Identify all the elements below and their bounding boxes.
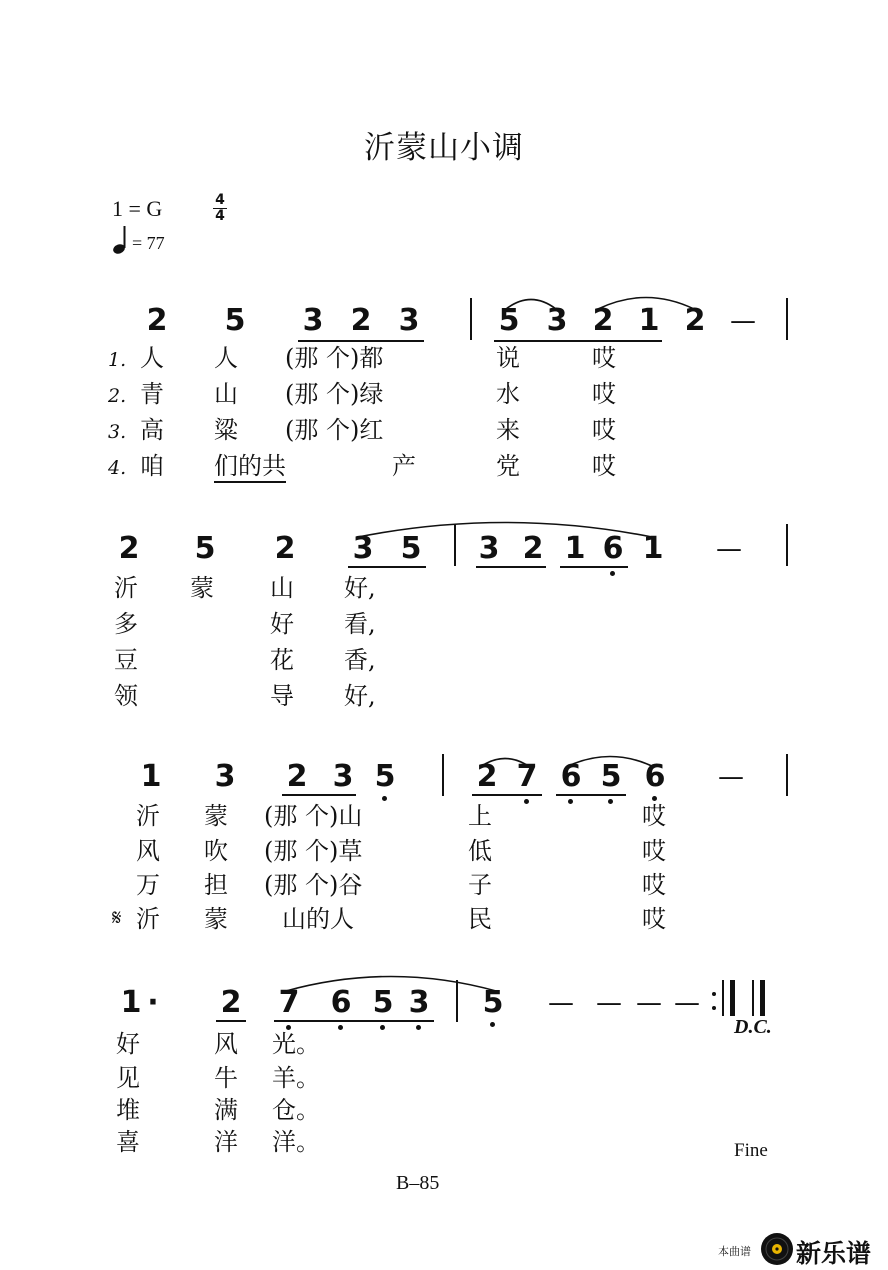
lyric: 哎 (592, 344, 616, 372)
note: 7 (516, 759, 538, 794)
lyric: 风 (214, 1030, 238, 1058)
note: 2 (592, 303, 614, 338)
note: 5 (372, 985, 394, 1020)
lyric: 光。 (272, 1030, 320, 1058)
lyric: (那 个)都 (285, 344, 384, 372)
lyric: 哎 (642, 837, 666, 865)
note: 3 (302, 303, 324, 338)
fine-marking: Fine (734, 1140, 768, 1161)
tempo-marking: = 77 (132, 233, 165, 253)
lyric: 沂 (114, 574, 138, 602)
beam-underline (476, 566, 546, 568)
lower-octave-dot (652, 796, 657, 801)
lower-octave-dot (338, 1025, 343, 1030)
lyric: 洋 (214, 1128, 238, 1156)
lyric: 豆 (114, 646, 138, 674)
lyric: 山 (214, 380, 238, 408)
lower-octave-dot (524, 799, 529, 804)
note: 2 (274, 531, 296, 566)
lyric: 担 (204, 871, 228, 899)
beam-underline (472, 794, 542, 796)
song-title: 沂蒙山小调 (364, 130, 524, 166)
note: 2 (118, 531, 140, 566)
note: 2 (146, 303, 168, 338)
lyric: 香, (344, 646, 376, 674)
note-dash: — (730, 306, 756, 336)
watermark-caption: 本曲谱 (718, 1245, 751, 1258)
lyric: 蒙 (204, 905, 228, 933)
segno-sign: 𝄋 (112, 906, 122, 931)
note-dash: — (636, 988, 662, 1018)
note: 6 (644, 759, 666, 794)
lower-octave-dot (416, 1025, 421, 1030)
note-dash: — (548, 988, 574, 1018)
repeat-dot (712, 1006, 716, 1010)
note: 5 (374, 759, 396, 794)
note: 3 (546, 303, 568, 338)
lyric: (那 个)红 (285, 416, 384, 444)
repeat-barline-thick (730, 980, 735, 1016)
note: 3 (478, 531, 500, 566)
lyric-line-1: 1. (108, 349, 127, 371)
lyric: 上 (468, 802, 492, 830)
page-number: B–85 (396, 1172, 440, 1194)
repeat-barline-thin (722, 980, 724, 1016)
da-capo-marking: D.C. (734, 1016, 772, 1038)
lyric: 多 (114, 610, 138, 638)
note: 5 (600, 759, 622, 794)
note: 2 (286, 759, 308, 794)
lyric: 见 (116, 1064, 140, 1092)
barline (442, 754, 444, 796)
lyric: (那 个)山 (264, 802, 363, 830)
lyric: 咱 (140, 452, 164, 480)
barline (786, 754, 788, 796)
lower-octave-dot (382, 796, 387, 801)
note: 1 (140, 759, 162, 794)
lyric: 导 (270, 682, 294, 710)
lyric: 风 (136, 837, 160, 865)
note: 1 (564, 531, 586, 566)
lyric: 产 (392, 452, 416, 480)
lyric: 们的共 (214, 452, 286, 480)
note: 3 (352, 531, 374, 566)
beam-underline (216, 1020, 246, 1022)
note: 2 (220, 985, 242, 1020)
note: 1 (642, 531, 664, 566)
note-dash: — (718, 762, 744, 792)
note: 5 (224, 303, 246, 338)
lyric: 粱 (214, 416, 238, 444)
note: 2 (350, 303, 372, 338)
lyric-line-2: 2. (108, 385, 127, 407)
lyric: 哎 (642, 802, 666, 830)
lyric: 好, (344, 574, 376, 602)
lyric: 低 (468, 837, 492, 865)
lyric-line-4: 4. (108, 457, 127, 479)
lyric: 沂 (136, 905, 160, 933)
lyric: 满 (214, 1096, 238, 1124)
note-dash: — (716, 534, 742, 564)
note: 2 (476, 759, 498, 794)
lyric: 哎 (642, 905, 666, 933)
lyric: 吹 (204, 837, 228, 865)
lyric: 好 (116, 1030, 140, 1058)
barline (470, 298, 472, 340)
lyric-line-3: 3. (108, 421, 127, 443)
note: 6 (602, 531, 624, 566)
lower-octave-dot (490, 1022, 495, 1027)
lyric: (那 个)谷 (264, 871, 363, 899)
beam-underline (274, 1020, 434, 1022)
barline (454, 524, 456, 566)
lyric: 万 (136, 871, 160, 899)
note: 1 (120, 985, 142, 1020)
note: 2 (522, 531, 544, 566)
lyric: (那 个)草 (264, 837, 363, 865)
beam-underline (298, 340, 424, 342)
lyric: 哎 (592, 380, 616, 408)
lyric: 蒙 (190, 574, 214, 602)
note: 2 (684, 303, 706, 338)
lower-octave-dot (568, 799, 573, 804)
beam-underline (556, 794, 626, 796)
lower-octave-dot (608, 799, 613, 804)
beam-underline (494, 340, 662, 342)
lyric: 蒙 (204, 802, 228, 830)
beam-underline (282, 794, 356, 796)
lyric: 看, (344, 610, 376, 638)
beam-underline (348, 566, 426, 568)
lyric: 党 (496, 452, 520, 480)
lyric: 高 (140, 416, 164, 444)
lyric: 花 (270, 646, 294, 674)
lyric: 来 (496, 416, 520, 444)
lyric: 哎 (592, 452, 616, 480)
barline (456, 980, 458, 1022)
lyric: 仓。 (272, 1096, 320, 1124)
lyric: 民 (468, 905, 492, 933)
note: 6 (560, 759, 582, 794)
note: 6 (330, 985, 352, 1020)
final-barline-thick (760, 980, 765, 1016)
repeat-dot (712, 992, 716, 996)
beam-underline (560, 566, 628, 568)
lyric: 喜 (116, 1128, 140, 1156)
barline (786, 298, 788, 340)
time-signature-bottom: 4 (215, 208, 225, 224)
time-signature-top: 4 (215, 192, 225, 208)
lyric: 人 (214, 344, 238, 372)
lyric: 山的人 (282, 905, 354, 933)
dot-augmentation: · (147, 985, 159, 1020)
lyric: 堆 (116, 1096, 140, 1124)
note: 3 (408, 985, 430, 1020)
lyric: 说 (496, 344, 520, 372)
lyric: 子 (468, 871, 492, 899)
lyric: 洋。 (272, 1128, 320, 1156)
lyric: 青 (140, 380, 164, 408)
note-dash: — (596, 988, 622, 1018)
lyric: 好, (344, 682, 376, 710)
lower-octave-dot (610, 571, 615, 576)
lyric: 领 (114, 682, 138, 710)
lyric: 山 (270, 574, 294, 602)
lyric: 人 (140, 344, 164, 372)
tie-underline (214, 481, 286, 483)
note: 5 (498, 303, 520, 338)
note: 5 (400, 531, 422, 566)
key-signature: 1 = G (112, 196, 163, 221)
lyric: 羊。 (272, 1064, 320, 1092)
lyric: 哎 (642, 871, 666, 899)
vinyl-record-icon (760, 1232, 794, 1266)
note: 3 (214, 759, 236, 794)
lyric: 水 (496, 380, 520, 408)
note: 5 (482, 985, 504, 1020)
lyric: 沂 (136, 802, 160, 830)
lower-octave-dot (380, 1025, 385, 1030)
note-dash: — (674, 988, 700, 1018)
watermark-brand: 新乐谱 (796, 1239, 872, 1268)
lyric: 好 (270, 610, 294, 638)
lyric: (那 个)绿 (285, 380, 384, 408)
note: 7 (278, 985, 300, 1020)
lyric: 牛 (214, 1064, 238, 1092)
barline (786, 524, 788, 566)
final-barline-thin (752, 980, 754, 1016)
lyric: 哎 (592, 416, 616, 444)
note: 3 (398, 303, 420, 338)
note: 1 (638, 303, 660, 338)
note: 3 (332, 759, 354, 794)
note: 5 (194, 531, 216, 566)
